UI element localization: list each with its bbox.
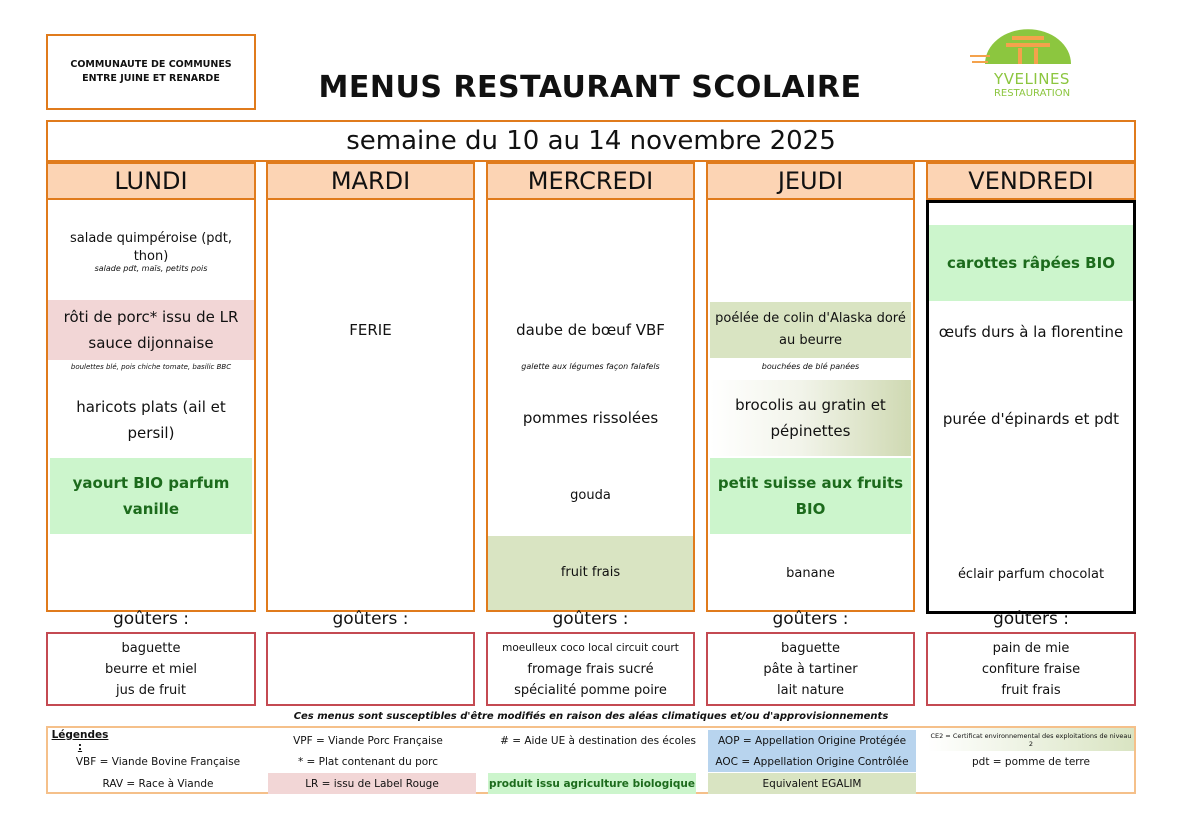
lundi-starter: salade quimpéroise (pdt, thon) [69, 231, 233, 264]
legend-vpf: VPF = Viande Porc Française [293, 734, 443, 747]
column-vendredi [926, 200, 1136, 614]
lundi-main: rôti de porc* issu de LR sauce dijonnaise [48, 300, 254, 360]
organization-box [46, 34, 256, 110]
legend-ce2: CE2 = Certificat environnemental des exploitations de niveau 2 [928, 728, 1134, 751]
legend-box [46, 726, 1136, 794]
legend-aoc: AOC = Appellation Origine Contrôlée [708, 751, 916, 772]
legend-rav: RAV = Race à Viande [102, 777, 214, 790]
mercredi-main: daube de bœuf VBF [516, 321, 665, 339]
mercredi-side: pommes rissolées [522, 409, 659, 427]
lundi-dairy: yaourt BIO parfum vanille [50, 458, 252, 534]
legend-aide-ue: # = Aide UE à destination des écoles [500, 734, 696, 747]
day-header-lundi: LUNDI [46, 162, 256, 200]
gouter-item: pain de mie [992, 640, 1070, 656]
legend-egalim: Equivalent EGALIM [708, 773, 916, 794]
gouter-item: baguette [121, 640, 181, 656]
mercredi-dessert: fruit frais [488, 536, 693, 610]
gouters-box-vendredi [926, 632, 1136, 706]
legend-bio: produit issu agriculture biologique [488, 773, 696, 794]
gouters-box-mercredi [486, 632, 695, 706]
lundi-main-alt: boulettes blé, pois chiche tomate, basilic BBC [70, 363, 232, 371]
day-header-jeudi: JEUDI [706, 162, 915, 200]
vendredi-starter: carottes râpées BIO [929, 225, 1133, 301]
yvelines-restauration-logo [960, 26, 1090, 106]
gouters-label-jeudi: goûters : [772, 609, 849, 629]
gouter-item: spécialité pomme poire [514, 682, 667, 698]
mardi-ferie: FERIE [349, 321, 392, 339]
jeudi-side: brocolis au gratin et pépinettes [710, 380, 911, 456]
gouter-item: confiture fraise [981, 661, 1081, 677]
column-mercredi [486, 200, 695, 612]
lundi-starter-alt: salade pdt, maïs, petits pois [94, 264, 208, 273]
gouters-label-lundi: goûters : [112, 609, 190, 629]
gouter-item: fruit frais [1001, 682, 1061, 698]
jeudi-main: poélée de colin d'Alaska doré au beurre [710, 302, 911, 358]
gouter-item: beurre et miel [105, 661, 197, 677]
column-mardi [266, 200, 475, 612]
legend-porc: * = Plat contenant du porc [297, 755, 439, 768]
logo-text-restauration: RESTAURATION [993, 88, 1071, 99]
logo-text-yvelines: YVELINES [994, 70, 1070, 88]
legend-title: Légendes : [51, 728, 109, 753]
gouters-label-vendredi: goûters : [992, 609, 1070, 629]
gouters-label-mercredi: goûters : [552, 609, 629, 629]
gouter-item: baguette [781, 640, 840, 656]
day-header-vendredi: VENDREDI [926, 162, 1136, 200]
jeudi-main-alt: bouchées de blé panées [761, 362, 860, 371]
mercredi-dairy: gouda [570, 488, 611, 503]
legend-aop: AOP = Appellation Origine Protégée [708, 730, 916, 751]
week-banner: semaine du 10 au 14 novembre 2025 [46, 120, 1136, 162]
lundi-side: haricots plats (ail et persil) [76, 398, 226, 442]
gouter-item: jus de fruit [115, 682, 186, 698]
jeudi-dairy: petit suisse aux fruits BIO [710, 458, 911, 534]
vendredi-side: purée d'épinards et pdt [942, 410, 1120, 428]
organization-name: COMMUNAUTE DE COMMUNES ENTRE JUINE ET RENARDE [70, 59, 232, 84]
disclaimer: Ces menus sont susceptibles d'être modifiés en raison des aléas climatiques et/ou d'approvisionnements [293, 710, 889, 722]
gouter-item: pâte à tartiner [763, 661, 858, 677]
column-lundi [46, 200, 256, 612]
gouter-item: fromage frais sucré [527, 661, 654, 677]
legend-vbf: VBF = Viande Bovine Française [75, 755, 241, 768]
mercredi-main-alt: galette aux légumes façon falafels [521, 362, 660, 371]
page-title: MENUS RESTAURANT SCOLAIRE [318, 69, 862, 105]
gouters-label-mardi: goûters : [332, 609, 409, 629]
vendredi-main: œufs durs à la florentine [938, 323, 1124, 341]
gouter-item: lait nature [776, 682, 845, 698]
gouters-box-mardi [266, 632, 475, 706]
gouters-box-lundi [46, 632, 256, 706]
legend-lr: LR = issu de Label Rouge [268, 773, 476, 794]
legend-pdt: pdt = pomme de terre [972, 755, 1090, 768]
column-jeudi [706, 200, 915, 612]
day-header-mercredi: MERCREDI [486, 162, 695, 200]
jeudi-dessert: banane [786, 566, 835, 581]
gouter-item: moeulleux coco local circuit court [502, 641, 679, 654]
gouters-box-jeudi [706, 632, 915, 706]
vendredi-dessert: éclair parfum chocolat [957, 567, 1105, 582]
day-header-mardi: MARDI [266, 162, 475, 200]
